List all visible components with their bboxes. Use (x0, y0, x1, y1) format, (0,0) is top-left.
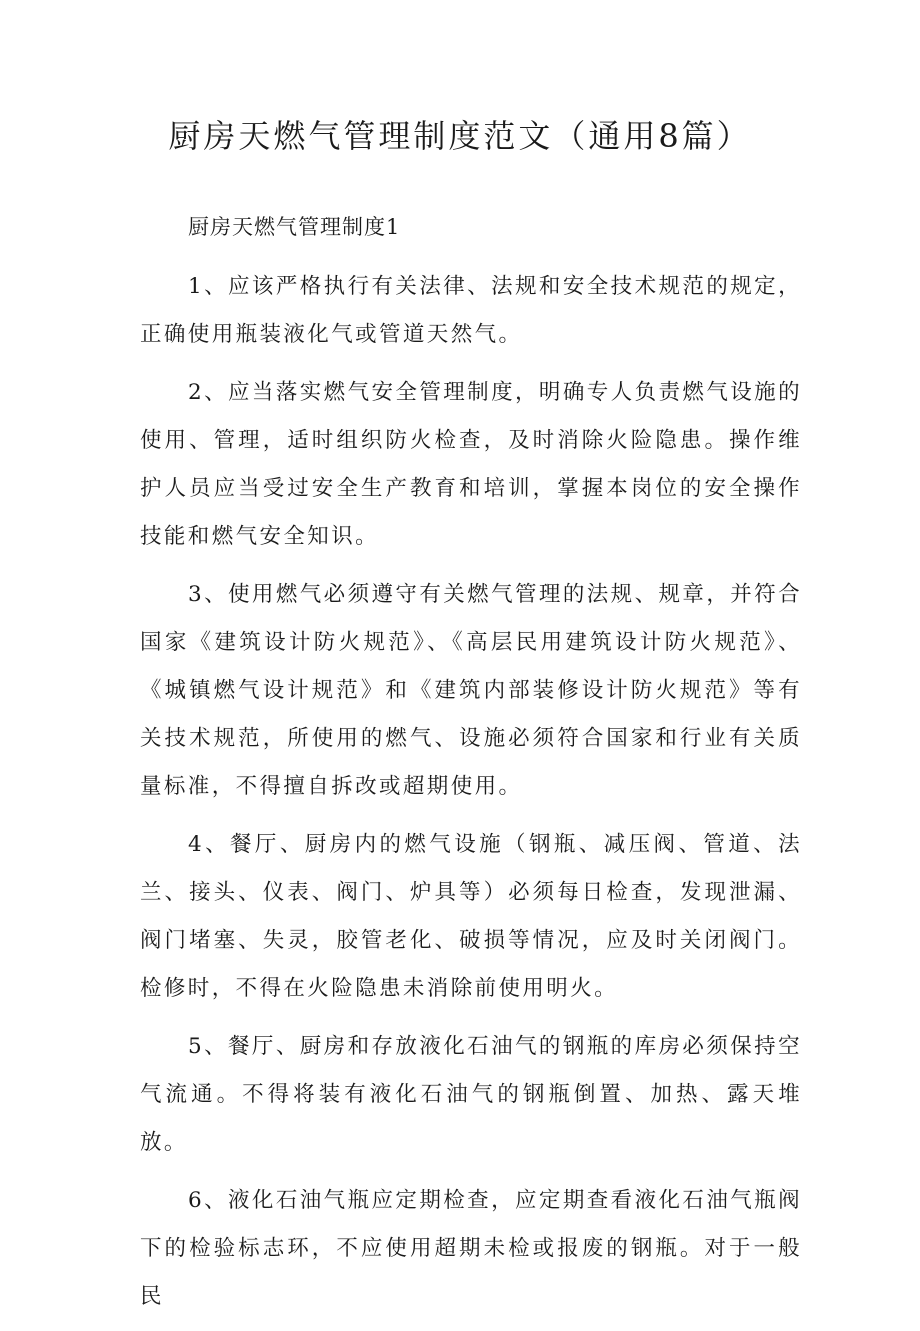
paragraph-3: 3、使用燃气必须遵守有关燃气管理的法规、规章，并符合国家《建筑设计防火规范》、《高层民用建筑设计防火规范》、《城镇燃气设计规范》和《建筑内部装修设计防火规范》等有关技术规范，所使用的燃气、设施必须符合国家和行业有关质量标准，不得擅自拆改或超期使用。 (140, 582, 802, 799)
paragraph-4: 4、餐厅、厨房内的燃气设施（钢瓶、减压阀、管道、法兰、接头、仪表、阀门、炉具等）必须每日检查，发现泄漏、阀门堵塞、失灵，胶管老化、破损等情况，应及时关闭阀门。检修时，不得在火险隐患未消除前使用明火。 (140, 832, 802, 1001)
paragraph-2: 2、应当落实燃气安全管理制度，明确专人负责燃气设施的使用、管理，适时组织防火检查，及时消除火险隐患。操作维护人员应当受过安全生产教育和培训，掌握本岗位的安全操作技能和燃气安全知识。 (140, 380, 802, 549)
document-body (140, 205, 802, 1331)
section-heading: 厨房天燃气管理制度1 (188, 215, 401, 239)
paragraph-5: 5、餐厅、厨房和存放液化石油气的钢瓶的库房必须保持空气流通。不得将装有液化石油气的钢瓶倒置、加热、露天堆放。 (140, 1034, 802, 1155)
paragraph-1: 1、应该严格执行有关法律、法规和安全技术规范的规定，正确使用瓶装液化气或管道天然气。 (140, 274, 802, 347)
paragraph-6: 6、液化石油气瓶应定期检查，应定期查看液化石油气瓶阀下的检验标志环，不应使用超期未检或报废的钢瓶。对于一般民 (140, 1188, 802, 1309)
document-title: 厨房天燃气管理制度范文（通用8篇） (168, 117, 752, 155)
